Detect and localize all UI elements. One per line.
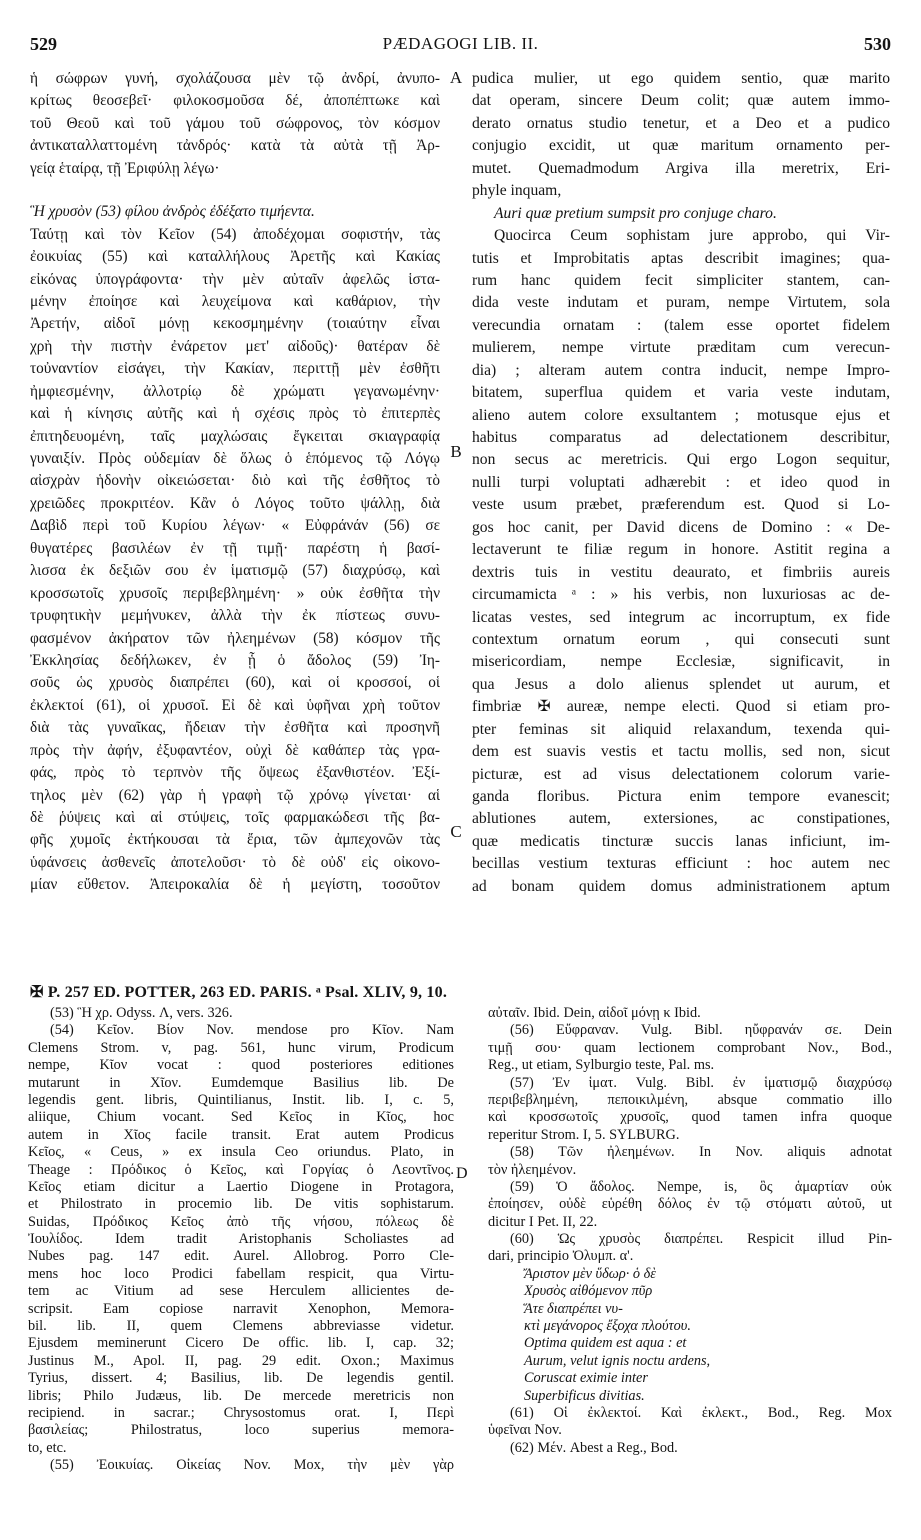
latin-text-line: licatas vestes, sed integrum ac incorruptum, ex fide	[472, 608, 890, 626]
greek-text-line: γυναιξίν. Πρὸς οὐδεμίαν δὲ ὅλως ὁ ἑπόμενος τῷ Λόγῳ	[30, 450, 440, 467]
running-header	[30, 34, 891, 60]
latin-text-line: qua Jesus a dolo alienus splendet ut aurum, et	[472, 675, 890, 693]
footnote-line: libris; Philo Judæus, lib. De mercede meretricis non	[28, 1387, 454, 1404]
latin-text-line: Quocirca Ceum sophistam jure approbo, qui Vir-	[494, 227, 890, 245]
footnote-line: Clemens Strom. v, pag. 561, hunc virum, Prodicum	[28, 1039, 454, 1056]
greek-text-line: χρειῶδες προκριτέον. Κἂν ὁ Λόγος τοῦτο ψάλλῃ, διὰ	[30, 494, 440, 512]
edition-reference-line: ✠ P. 257 ED. POTTER, 263 ED. PARIS. ᵃ Psal. XLIV, 9, 10.	[30, 984, 448, 1001]
greek-text-line: σοῦς ὡς χρυσὸς διαπρέπει (60), καὶ οἱ κροσσοί, οἱ	[30, 674, 440, 692]
latin-text-line: mulierem, nempe virtute præditam cum verecun-	[472, 339, 890, 357]
greek-text-line: λισσα ἐκ δεξιῶν σου ἐν ἱματισμῷ (57) διαχρύσῳ, καὶ	[30, 562, 440, 580]
latin-text-line: dextris tuis in vestitu deaurato, et fimbriis aureis	[472, 563, 890, 581]
greek-text-column	[30, 68, 440, 897]
latin-text-column	[472, 68, 890, 898]
footnote-line: Suidas, Πρόδικος Κεῖος ἀπὸ τῆς νήσου, πόλεως δὲ	[28, 1213, 454, 1230]
footnote-line: scripsit. Eam copiose narravit Xenophon, Memora-	[28, 1300, 454, 1317]
latin-text-line: non secus ac meretricis. Qui ergo Logon sequitur,	[472, 451, 890, 469]
latin-text-line: contextum ornatum eorum , qui consecuti sunt	[472, 630, 890, 648]
latin-text-line: dem est suavis vestis et tactu mollis, sed non, sicut	[472, 743, 890, 761]
latin-text-line: Auri quæ pretium sumpsit pro conjuge charo.	[494, 204, 777, 222]
latin-text-line: alieno autem colore exsultantem ; motusque ejus et	[472, 406, 890, 424]
latin-text-line: veste usum præbet, præferendum est. Quod si Lo-	[472, 496, 890, 514]
footnote-line: Κεῖος, « Ceus, » ex insula Ceo oriundus. Plato, in	[28, 1144, 454, 1161]
page-number-right: 530	[864, 34, 891, 54]
footnote-line: ὑφεῖναι Nov.	[488, 1422, 562, 1439]
footnote-line: Optima quidem est aqua : et	[524, 1335, 687, 1352]
footnote-line: Theage : Πρόδικος ὁ Κεῖος, καὶ Γοργίας ὁ Λεοντῖνος.	[28, 1161, 454, 1178]
greek-text-line: πρὸς τὴν ἀφήν, ἐξυφαντέον, οὐχὶ δὲ καθάπερ τὰς γρα-	[30, 741, 440, 759]
latin-text-line: pter feminas sit aliquid relaxandum, texenda qui-	[472, 720, 890, 738]
latin-text-line: phyle inquam,	[472, 182, 562, 200]
greek-text-line: αἰσχρὰν ἡδονὴν οἰκειώσεται· διὸ καὶ τῆς ἐσθῆτος τὸ	[30, 472, 440, 490]
greek-text-line: Δαβὶδ περὶ τοῦ Κυρίου λέγων· « Εὐφράνάν (56) σε	[30, 517, 440, 535]
footnote-line: bil. lib. II, quem Clemens abbreviasse videtur.	[28, 1318, 454, 1335]
footnote-line: τιμῇ σου· quam lectionem comprobant Nov., Bod.,	[488, 1039, 892, 1056]
footnote-line: Ἰουλίδος. Idem tradit Aristophanis Scholiastes ad	[28, 1231, 454, 1248]
footnote-line: κτὶ μεγάνορος ἔξοχα πλούτου.	[524, 1318, 691, 1335]
latin-text-line: misericordiam, nempe Ecclesiæ, significavit, in	[472, 653, 890, 671]
footnote-line: aliique, Chium vocant. Sed Κεῖος in Κῖος, hoc	[28, 1109, 454, 1126]
footnote-line: Aurum, velut ignis noctu ardens,	[524, 1352, 711, 1369]
greek-text-line: κρίτως θεοσεβεῖ· φιλοκοσμοῦσα δέ, ἀποπέπτωκε καὶ	[30, 92, 440, 110]
page-number-left: 529	[30, 34, 57, 54]
margin-letter-a: A	[449, 68, 463, 87]
latin-text-line: ad bonam quidem domus administrationem aptum	[472, 877, 890, 895]
footnote-line: (57) Ἐν ἱματ. Vulg. Bibl. ἐν ἱματισμῷ διαχρύσῳ	[510, 1074, 892, 1091]
footnote-line: (59) Ὁ ἄδολος. Nempe, is, ὃς ἁμαρτίαν οὐκ	[510, 1178, 892, 1195]
footnote-line: Justinus M., Apol. II, pag. 29 edit. Oxon.; Maximus	[28, 1352, 454, 1369]
latin-text-line: ablutiones autem, extersiones, ac constipationes,	[472, 810, 890, 828]
footnote-line: Χρυσὸς αἰθόμενον πῦρ	[524, 1283, 653, 1300]
latin-text-line: dia) ; alteram autem contra inducit, nempe Impro-	[472, 361, 890, 379]
margin-letter-c: C	[450, 822, 462, 841]
greek-text-line: γείᾳ ἑταίρᾳ, τῇ Ἐριφύλῃ λέγω·	[30, 159, 220, 177]
latin-text-line: verecundia ornatam : (talem esse oportet fidelem	[472, 316, 890, 334]
footnote-line: (54) Κεῖον. Βίον Nov. mendose pro Κῖον. Nam	[50, 1022, 454, 1039]
footnote-line: Nubes pag. 147 edit. Aurel. Allobrog. Porro Cle-	[28, 1248, 454, 1265]
greek-text-line: τρυφητικὴν μεμήνυκεν, ἀλλὰ τὴν ἐκ πίστεως συνυ-	[30, 607, 440, 625]
greek-text-line: χρὴ τὴν πιστὴν ἐνάρετον μετ' αἰδοῦς)· θατέραν δὲ	[30, 337, 440, 355]
latin-text-line: becillas vestium texturas efficiunt : hoc autem nec	[472, 855, 890, 873]
footnote-line: αὐταῖν. Ibid. Dein, αἰδοῖ μόνῃ κ Ibid.	[488, 1005, 701, 1021]
running-title: PÆDAGOGI LIB. II.	[382, 34, 539, 53]
latin-text-line: rum hanc quidem fecit simpliciter stantem, can-	[472, 271, 890, 289]
footnote-line: (56) Εὔφραναν. Vulg. Bibl. ηὔφρανάν σε. Dein	[510, 1022, 892, 1039]
footnote-line: Κεῖος etiam dicitur a Laertio Diogene in Protagora,	[28, 1178, 454, 1195]
greek-text-line: Ἐκκλησίας δεδήλωκεν, ἐν ᾗ ὁ ἄδολος (59) Ἰη-	[30, 651, 440, 669]
latin-text-line: circumamicta ᵃ : » his verbis, non luxuriosas ac de-	[472, 586, 890, 604]
latin-text-line: nulli turpi voluptati adhærebit : et ideo quod in	[472, 473, 890, 491]
greek-text-line: μίαν εὔθετον. Ἀπειροκαλία δὲ ἡ μεγίστη, τοσοῦτον	[30, 876, 440, 894]
latin-text-line: lectaverunt te filiæ regum in honore. Astitit regina a	[472, 541, 890, 559]
latin-text-line: ganda floribus. Pictura enim tempore evanescit;	[472, 788, 890, 805]
footnotes-right-column	[488, 1005, 892, 1457]
footnote-line: Tyrius, dissert. 4; Basilius, lib. De legendis gentil.	[28, 1370, 454, 1387]
latin-text-line: dat operam, sincere Deum colit; quæ autem immo-	[472, 92, 890, 110]
latin-text-line: picturæ, est ad visus delectationem colorum varie-	[472, 765, 890, 783]
margin-letter-b: B	[450, 442, 462, 461]
footnote-line: ἐποίησεν, οὐδὲ εὑρέθη δόλος ἐν τῷ στόματι αὐτοῦ, ut	[488, 1196, 892, 1213]
greek-text-line: διὰ τὰς γυναῖκας, ἤδειαν τὴν ἐσθῆτα καὶ προσηνῆ	[30, 719, 440, 737]
footnote-line: βασιλείας; Philostratus, loco superius memora-	[28, 1422, 454, 1439]
footnote-line: recipiend. in sacrar.; Chrysostomus orat. I, Περὶ	[28, 1404, 454, 1421]
greek-text-line: εἰκόνας ὑπογράφοντα· τὴν μὲν αὐταῖν ἀφελῶς ἱστα-	[30, 270, 440, 288]
greek-text-line: καὶ ἡ κίνησις αὐτῆς καὶ ἡ σχέσις πρὸς τὸ ἐπιτερπὲς	[30, 405, 440, 423]
greek-text-line: ἐοικυίας (55) καὶ καταλλήλους Ἀρετῆς καὶ Κακίας	[30, 248, 440, 266]
latin-text-line: fimbriæ ✠ aureæ, nempe electi. Quod si etiam pro-	[472, 698, 890, 716]
footnote-line: Ejusdem meminerunt Cicero De offic. lib. I, cap. 32;	[28, 1335, 454, 1352]
footnote-line: τὸν ἠλεημένον.	[488, 1161, 577, 1178]
footnote-line: Ἄριστον μὲν ὕδωρ· ὁ δὲ	[524, 1265, 656, 1282]
greek-text-line: τηλος μὲν (62) γὰρ ἡ γραφὴ τῷ χρόνῳ γίνεται· αἱ	[30, 786, 440, 804]
greek-text-line: τοὐναντίον εἰσάγει, τὴν Κακίαν, περιττῇ μὲν ἐσθῆτι	[30, 360, 440, 378]
greek-text-line: φασμένον ἀκήρατον τῶν ἠλεημένων (58) κόσμον τῆς	[30, 629, 440, 647]
footnote-line: autem in Χῖος facile transit. Erat autem Prodicus	[28, 1126, 454, 1143]
greek-text-line: ἀντικαταλλαττομένη τἀνδρός· κατὰ τὰ αὐτὰ τῇ Ἀρ-	[30, 137, 440, 155]
margin-letter-d: D	[456, 1165, 468, 1182]
greek-text-line: φῆς χυμοῖς ἐκτήκουσαι τὰ ἔρια, τῶν ἀμπεχονῶν τὰς	[30, 831, 440, 849]
greek-text-line: μένην ἐποίησε καὶ λευχείμονα καὶ καθάριον, τὴν	[30, 292, 440, 310]
latin-text-line: pudica mulier, ut ego quidem sentio, quæ marito	[472, 70, 890, 87]
latin-text-line: tutis et Improbitatis aptas describit imagines; qua-	[472, 249, 890, 267]
greek-text-line: Ἣ χρυσὸν (53) φίλου ἀνδρὸς ἐδέξατο τιμήεντα.	[30, 203, 315, 221]
greek-text-line: ἐπιτηδευομένη, ταῖς μαχλώσαις ἔγκειται σκιαγραφίᾳ	[30, 427, 440, 445]
greek-text-line: Ταύτῃ καὶ τὸν Κεῖον (54) ἀποδέχομαι σοφιστήν, τὰς	[30, 225, 440, 243]
footnote-line: Ἅτε διαπρέπει νυ-	[524, 1300, 623, 1317]
footnote-line: mutarunt in Χῖον. Eumdemque Basilius lib. De	[28, 1074, 454, 1091]
footnote-line: καὶ κροσσωτοῖς χρυσοῖς, quod tamen infra quoque	[488, 1109, 892, 1126]
footnote-line: (58) Τῶν ἠλεημένων. In Nov. aliquis adnotat	[510, 1144, 892, 1161]
footnote-line: (60) Ὡς χρυσὸς διαπρέπει. Respicit illud Pin-	[510, 1231, 892, 1248]
footnote-line: reperitur Strom. I, 5. SYLBURG.	[488, 1126, 680, 1143]
footnote-line: nempe, Κῖον vocat : quod posteriores editiones	[28, 1057, 454, 1074]
greek-text-line	[30, 180, 440, 201]
footnote-line: et Philostrato in procemio lib. De vitis sophistarum.	[28, 1196, 454, 1213]
greek-text-line: δὲ ῥύψεις καὶ αἱ στύψεις, τοῖς φαρμακώδεσι τῆς βα-	[30, 809, 440, 826]
footnote-line: to, etc.	[28, 1439, 67, 1456]
footnote-line: Superbificus divitias.	[524, 1387, 645, 1404]
footnote-line: Reg., ut etiam, Sylburgio teste, Pal. ms.	[488, 1057, 715, 1074]
greek-text-line: κροσσωτοῖς χρυσοῖς περιβεβλημένη· » οὐκ ἐσθῆτα τὴν	[30, 584, 440, 602]
latin-text-line: quæ medicatis tincturæ succis lanas inficiunt, im-	[472, 832, 890, 850]
footnote-line: (62) Μέν. Abest a Reg., Bod.	[510, 1439, 678, 1456]
footnote-line: dari, principio Ὀλυμπ. α'.	[488, 1248, 634, 1265]
greek-text-line: ἠμφιεσμένην, ἀλλοτρίῳ δὲ χρώματι γεγανωμένην·	[30, 382, 440, 400]
latin-text-line: habitus comparatus ad delectationem describitur,	[472, 429, 890, 446]
greek-text-line: Ἀρετήν, αἰδοῖ μόνῃ κεκοσμημένην (τοιαύτην εἶναι	[30, 315, 440, 333]
footnote-line: mens hoc loco Prodici fabellam respicit, qua Virtu-	[28, 1265, 454, 1282]
greek-text-line: θυγατέρες βασιλέων ἐν τῇ τιμῇ· παρέστη ἡ βασί-	[30, 539, 440, 557]
footnote-line: (61) Οἱ ἐκλεκτοί. Καὶ ἐκλεκτ., Bod., Reg. Mox	[510, 1404, 892, 1421]
footnote-line: tem ac Vitium ad sese Herculem allicientes de-	[28, 1283, 454, 1300]
footnote-line: περιβεβλημένη, πεποικιλμένη, absque commatio illo	[488, 1091, 892, 1108]
greek-text-line: τοῦ Θεοῦ καὶ τοῦ γάμου τοῦ σώφρονος, τὸν κόσμον	[30, 114, 440, 132]
latin-text-line: mutet. Quemadmodum Argiva illa meretrix, Eri-	[472, 159, 890, 177]
greek-text-line: ἐκλεκτοί (61), οἱ χρυσοῖ. Εἰ δὲ καὶ ὑφῆναι χρὴ τοῦτον	[30, 696, 440, 714]
footnote-line: (53) Ἣ χρ. Odyss. Λ, vers. 326.	[50, 1005, 233, 1021]
latin-text-line: derato ornatus studio tenetur, et a Deo et a pudico	[472, 114, 890, 132]
latin-text-line: conjugio excidit, ut quæ maritum ornamento per-	[472, 137, 890, 155]
footnote-line: legendis gent. libris, Quintilianus, Instit. lib. I, c. 5,	[28, 1091, 454, 1108]
footnotes-left-column	[28, 1005, 454, 1475]
latin-text-line: bitatem, superflua quidem et varia veste indutam,	[472, 384, 890, 402]
latin-text-line: dida veste indutam et puram, nempe Virtutem, sola	[472, 294, 890, 312]
greek-text-line: ὑφάνσεις ἀσθενεῖς ἀποτελοῦσι· τὸ δὲ οὐδ' εἰς οἰκονο-	[30, 853, 440, 871]
greek-text-line: ἡ σώφρων γυνή, σχολάζουσα μὲν τῷ ἀνδρί, ἀνυπο-	[30, 70, 440, 87]
footnote-line: Coruscat eximie inter	[524, 1370, 648, 1387]
footnote-line: (55) Ἐοικυίας. Οἰκείας Nov. Mox, τὴν μὲν γὰρ	[50, 1457, 454, 1474]
greek-text-line: φάς, πρὸς τὸ τερπνὸν τῆς ὄψεως ἐξανθιστέον. Ἐξί-	[30, 764, 440, 782]
footnote-line: dicitur I Pet. II, 22.	[488, 1213, 598, 1230]
latin-text-line: gos hoc canit, per David dicens de Domino : « De-	[472, 518, 890, 536]
